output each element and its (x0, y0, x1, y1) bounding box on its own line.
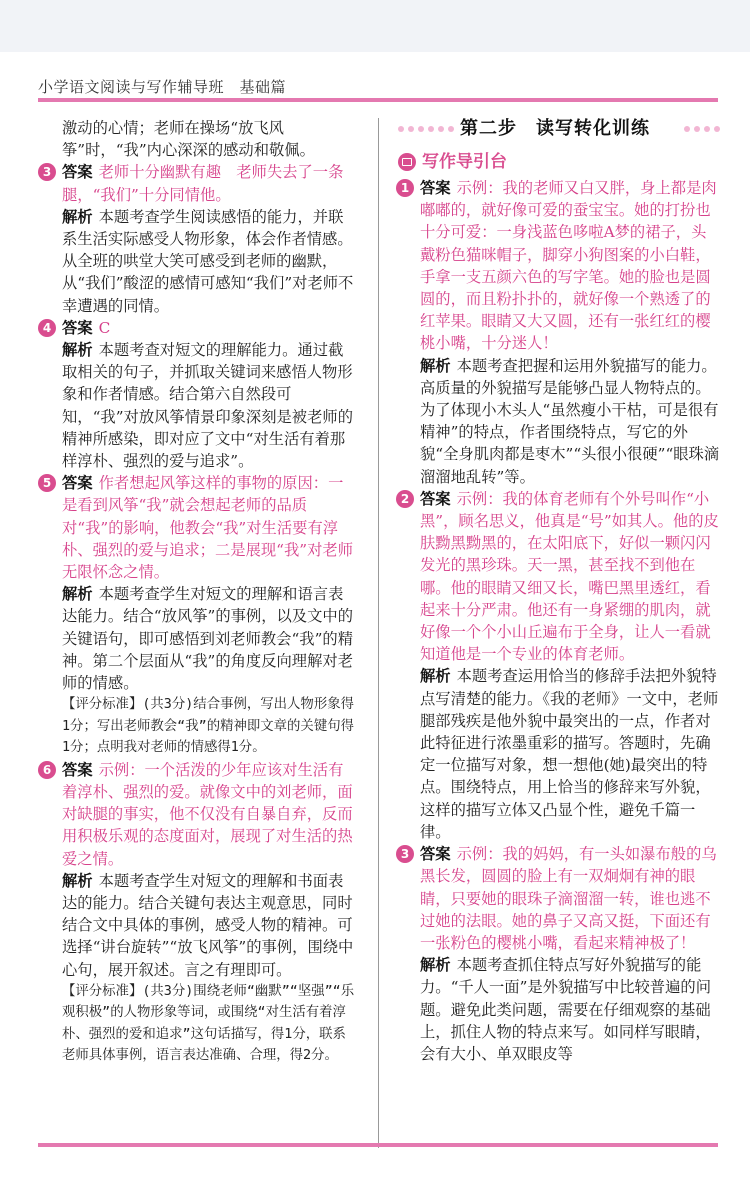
analysis-text: 本题考查对短文的理解能力。通过截取相关的句子，并抓取关键词来感悟人物形象和作者情感。结合第六自然段可知，“我”对放风筝情景印象深刻是被老师的精神所感染，即对应了文中“对生活有着那样淳朴、强烈的爱与追求”。 (62, 341, 353, 471)
column-divider (378, 118, 379, 1148)
footer-rule (38, 1143, 718, 1147)
answer-block-6 (40, 759, 358, 1067)
scoring-standard: 【评分标准】(共3分)结合事例，写出人物形象得1分；写出老师教会“我”的精神即文章的关键句得1分；点明我对老师的情感得1分。 (62, 697, 354, 756)
right-column (398, 117, 720, 1065)
analysis-text: 本题考查把握和运用外貌描写的能力。高质量的外貌描写是能够凸显人物特点的。为了体现小木头人“虽然瘦小干枯，可是很有精神”的特点，作者围绕特点，写它的外貌“全身肌肉都是枣木”“头很小很硬”“眼珠滴溜溜地乱转”等。 (420, 356, 720, 486)
section-header (398, 149, 720, 175)
item-number: 3 (38, 163, 56, 181)
analysis-text: 本题考查运用恰当的修辞手法把外貌特点写清楚的能力。《我的老师》一文中，老师腿部残疾是他外貌中最突出的一点，作者对此特征进行浓墨重彩的描写。答题时，先确定一位描写对象，想一想他(她)最突出的特点。围绕特点，用上恰当的修辞来写外貌，这样的描写立体又凸显个性，避免千篇一律。 (420, 667, 719, 841)
analysis-label: 解析 (420, 667, 451, 686)
answer-block-r3 (398, 843, 720, 1065)
answer-text: 示例：我的妈妈，有一头如瀑布般的乌黑长发，圆圆的脸上有一双炯炯有神的眼睛，只要她的眼珠子滴溜溜一转，谁也逃不过她的法眼。她的鼻子又高又挺，下面还有一张粉色的樱桃小嘴，看起来精神极了！ (420, 845, 717, 952)
scoring-standard: 【评分标准】(共3分)围绕老师“幽默”“坚强”“乐观积极”的人物形象等词，或围绕“对生活有着淳朴、强烈的爱和追求”这句话描写，得1分，联系老师具体事例，语言表达准确、合理，得2分。 (62, 983, 355, 1064)
answer-label: 答案 (62, 760, 93, 779)
answer-text: 示例：一个活泼的少年应该对生活有着淳朴、强烈的爱。就像文中的刘老师，面对缺腿的事实，他不仅没有自暴自弃，反而用积极乐观的态度面对，展现了对生活的热爱之情。 (62, 760, 353, 868)
decor-dots-left (398, 126, 454, 132)
answer-block-r2 (398, 488, 720, 843)
analysis-label: 解析 (420, 356, 451, 375)
analysis-label: 解析 (62, 585, 93, 604)
top-band (0, 0, 750, 52)
left-column (40, 117, 358, 1067)
analysis-text: 本题考查抓住特点写好外貌描写的能力。“千人一面”是外貌描写中比较普遍的问题。避免此类问题，需要在仔细观察的基础上，抓住人物的特点来写。如同样写眼睛，会有大小、单双眼皮等 (420, 956, 711, 1063)
analysis-text: 本题考查学生对短文的理解和语言表达能力。结合“放风筝”的事例，以及文中的关键语句，即可感悟到刘老师教会“我”的精神。第二个层面从“我”的角度反向理解对老师的情感。 (62, 585, 353, 693)
answer-block-3 (40, 161, 358, 316)
analysis-label: 解析 (420, 956, 451, 975)
answer-block-r1 (398, 177, 720, 488)
answer-label: 答案 (420, 845, 451, 864)
analysis-text: 本题考查学生对短文的理解和书面表达的能力。结合关键句表达主观意思，同时结合文中具体的事例，感受人物的精神。可选择“讲台旋转”“放飞风筝”的事例，围绕中心句，展开叙述。言之有理即可。 (62, 871, 354, 979)
answer-text: 示例：我的老师又白又胖，身上都是肉嘟嘟的，就好像可爱的蚕宝宝。她的打扮也十分可爱：一身浅蓝色哆啦A梦的裙子，头戴粉色猫咪帽子，脚穿小狗图案的小白鞋，手拿一支五颜六色的写字笔。她的脸也是圆圆的，而且粉扑扑的，就好像一个熟透了的红苹果。眼睛又大又圆，还有一张红红的樱桃小嘴，十分迷人！ (420, 179, 717, 353)
analysis-text: 本题考查学生阅读感悟的能力，并联系生活实际感受人物形象，体会作者情感。从全班的哄堂大笑可感受到老师的幽默，从“我们”酸涩的感情可感知“我们”对老师不幸遭遇的同情。 (62, 207, 354, 315)
answer-label: 答案 (420, 179, 451, 197)
answer-text: 示例：我的体育老师有个外号叫作“小黑”，顾名思义，他真是“号”如其人。他的皮肤黝黑黝黑的，在太阳底下，好似一颗闪闪发光的黑珍珠。天一黑，甚至找不到他在哪。他的眼睛又细又长，嘴巴黑里透红，看起来十分严肃。他还有一身紧绷的肌肉，就好像一个个小山丘遍布于全身，让人一看就知道他是一个专业的体育老师。 (420, 489, 719, 664)
intro-text: 激动的心情；老师在操场“放飞风筝”时，“我”内心深深的感动和敬佩。 (62, 119, 315, 160)
item-number: 6 (38, 761, 56, 779)
answer-block-5 (40, 472, 358, 759)
header-rule (38, 98, 718, 102)
step-title-bar (398, 117, 720, 147)
answer-text: 老师十分幽默有趣 老师失去了一条腿，“我们”十分同情他。 (62, 163, 344, 204)
page-header: 小学语文阅读与写作辅导班 基础篇 (38, 78, 287, 96)
answer-block-4 (40, 317, 358, 472)
answer-text: C (98, 318, 111, 337)
answer-label: 答案 (62, 318, 93, 337)
item-number: 2 (396, 490, 414, 508)
item-number: 4 (38, 319, 56, 337)
answer-label: 答案 (62, 474, 93, 493)
analysis-label: 解析 (62, 871, 93, 890)
section-title: 写作导引台 (422, 151, 507, 172)
analysis-label: 解析 (62, 207, 93, 226)
decor-dots-right (684, 126, 720, 132)
item-number: 5 (38, 474, 56, 492)
answer-label: 答案 (62, 163, 93, 182)
analysis-label: 解析 (62, 341, 93, 360)
item-number: 1 (396, 179, 414, 197)
answer-text: 作者想起风筝这样的事物的原因：一是看到风筝“我”就会想起老师的品质对“我”的影响，他教会“我”对生活要有淳朴、强烈的爱与追求；二是展现“我”对老师无限怀念之情。 (62, 474, 353, 582)
answer-label: 答案 (420, 489, 451, 508)
step-title: 第二步 读写转化训练 (460, 118, 650, 139)
item-number: 3 (396, 845, 414, 863)
writing-guide-icon (398, 153, 416, 171)
